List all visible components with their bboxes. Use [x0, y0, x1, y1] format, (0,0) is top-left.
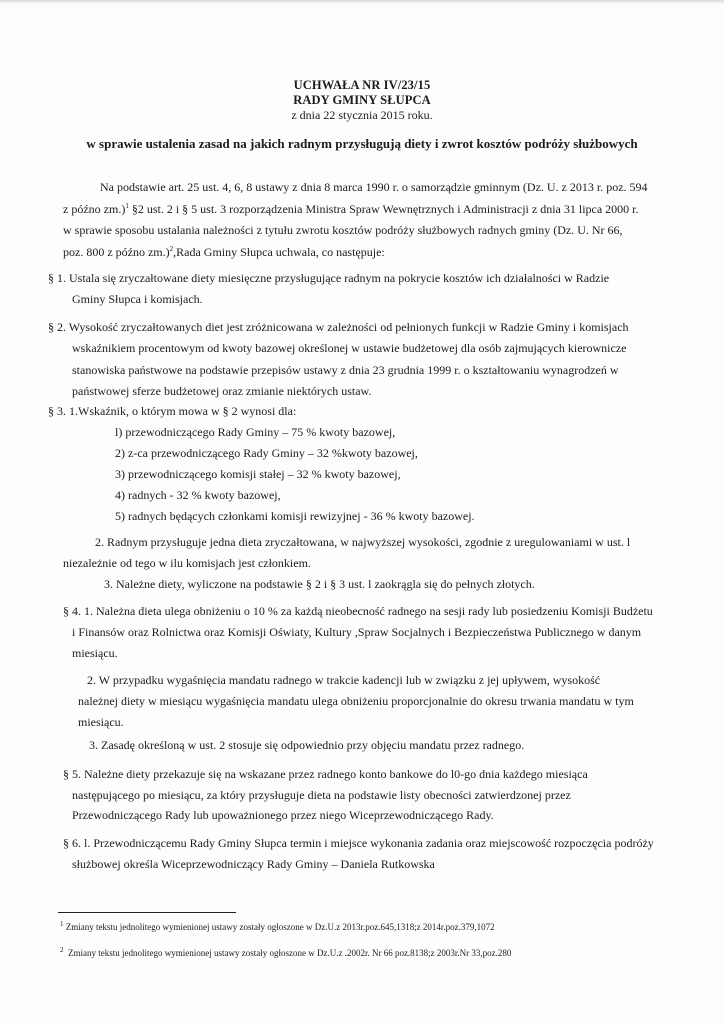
section-3-point-2-line-1: 2. Radnym przysługuje jedna dieta zryczałtowana, w najwyższej wysokości, zgodnie z uregulowaniami w ust. l	[95, 535, 631, 549]
section-3-item-3: 3) przewodniczącego komisji stałej – 32 % kwoty bazowej,	[115, 467, 401, 481]
section-4-point-2-line-1: 2. W przypadku wygaśnięcia mandatu radnego w trakcie kadencji lub w związku z jej upływem, wysokość	[87, 673, 601, 687]
footnote-1-mark: 1	[60, 920, 64, 928]
section-1-line-1: § 1. Ustala się zryczałtowane diety miesięczne przysługujące radnym na pokrycie kosztów ich działalności w Radzie	[48, 271, 610, 285]
section-2-line-1: § 2. Wysokość zryczałtowanych diet jest zróżnicowana w zależności od pełnionych funkcji w Radzie Gminy i komisjach	[48, 320, 629, 334]
preamble-line-4b: ,Rada Gminy Słupca uchwala, co następuje:	[173, 245, 385, 259]
footnote-ref-1: 1	[125, 202, 129, 210]
section-3-item-2: 2) z-ca przewodniczącego Rady Gminy – 32 %kwoty bazowej,	[115, 446, 418, 460]
section-4-point-2-line-3: miesiącu.	[78, 715, 124, 729]
preamble-line-3: w sprawie sposobu ustalania należności z tytułu zwrotu kosztów podróży służbowych radnych gminy (Dz. U. Nr 66,	[63, 223, 623, 237]
section-4-point-2-line-2: należnej diety w miesiącu wygaśnięcia mandatu ulega obniżeniu proporcjonalnie do okresu trwania mandatu w tym	[78, 694, 634, 708]
section-1-line-2: Gminy Słupca i komisjach.	[72, 292, 203, 306]
scan-edge	[0, 0, 724, 4]
section-2-line-3: stanowiska państwowe na podstawie przepisów ustawy z dnia 23 grudnia 1999 r. o kształtowaniu wynagrodzeń w	[72, 363, 619, 377]
resolution-date: z dnia 22 stycznia 2015 roku.	[291, 108, 433, 122]
section-4-line-1: § 4. 1. Należna dieta ulega obniżeniu o 10 % za każdą nieobecność radnego na sesji rady lub posiedzeniu Komisji Budżetu	[63, 604, 653, 618]
section-4-line-3: miesiącu.	[72, 646, 118, 660]
footnote-1	[60, 922, 495, 932]
section-3-item-1: l) przewodniczącego Rady Gminy – 75 % kwoty bazowej,	[115, 425, 396, 439]
footnote-divider	[58, 912, 236, 913]
footnote-1-text: Zmiany tekstu jednolitego wymienionej ustawy zostały ogłoszone w Dz.U.z 2013r.poz.645,1318;z 2014r.poz.379,1072	[65, 922, 495, 932]
section-3-point-3: 3. Należne diety, wyliczone na podstawie § 2 i § 3 ust. l zaokrągla się do pełnych złotych.	[104, 577, 535, 591]
section-4-line-2: i Finansów oraz Rolnictwa oraz Komisji Oświaty, Kultury ,Spraw Socjalnych i Bezpieczeństwa Publicznego w danym	[72, 625, 642, 639]
preamble-line-4a: poz. 800 z późno zm.)	[63, 245, 170, 259]
preamble-line-2a: z późno zm.)	[63, 202, 126, 216]
footnote-2	[60, 948, 511, 958]
preamble-line-4	[63, 242, 385, 262]
resolution-number: UCHWAŁA NR IV/23/15	[293, 78, 431, 92]
footnote-2-text: Zmiany tekstu jednolitego wymienionej ustawy zostały ogłoszone w Dz.U.z .2002r. Nr 66 poz.8138;z 2003r.Nr 33,poz.280	[68, 948, 512, 958]
preamble-line-2	[63, 199, 639, 219]
section-5-line-2: następującego po miesiącu, za który przysługuje dieta na podstawie listy obecności zatwierdzonej przez	[72, 788, 571, 802]
section-6-line-1: § 6. l. Przewodniczącemu Rady Gminy Słupca termin i miejsce wykonania zadania oraz miejscowość rozpoczęcia podróży	[63, 836, 654, 850]
footnote-ref-2: 2	[169, 245, 174, 253]
section-2-line-2: wskaźnikiem procentowym od kwoty bazowej określonej w ustawie budżetowej dla osób zajmujących kierownicze	[72, 341, 627, 355]
section-4-point-3: 3. Zasadę określoną w ust. 2 stosuje się odpowiednio przy objęciu mandatu przez radnego.	[89, 738, 525, 752]
resolution-title: w sprawie ustalenia zasad na jakich radnym przysługują diety i zwrot kosztów podróży służbowych	[86, 136, 638, 151]
section-5-line-3: Przewodniczącego Rady lub upoważnionego przez niego Wiceprzewodniczącego Rady.	[72, 808, 494, 822]
resolution-header	[0, 78, 724, 123]
section-5-line-1: § 5. Należne diety przekazuje się na wskazane przez radnego konto bankowe do l0-go dnia każdego miesiąca	[63, 767, 588, 781]
section-3-intro: § 3. 1.Wskaźnik, o którym mowa w § 2 wynosi dla:	[48, 404, 297, 418]
section-3-item-4: 4) radnych - 32 % kwoty bazowej,	[115, 488, 281, 502]
council-name: RADY GMINY SŁUPCA	[293, 93, 431, 107]
section-3-item-5: 5) radnych będących członkami komisji rewizyjnej - 36 % kwoty bazowej.	[115, 509, 475, 523]
section-6-line-2: służbowej określa Wiceprzewodniczący Rady Gminy – Daniela Rutkowska	[72, 857, 435, 871]
preamble-line-1: Na podstawie art. 25 ust. 4, 6, 8 ustawy z dnia 8 marca 1990 r. o samorządzie gminnym (Dz. U. z 2013 r. poz. 594	[100, 180, 648, 194]
section-2-line-4: państwowej sferze budżetowej oraz zmianie niektórych ustaw.	[72, 384, 372, 398]
footnote-2-mark: 2	[60, 946, 64, 954]
preamble-line-2b: §2 ust. 2 i § 5 ust. 3 rozporządzenia Ministra Spraw Wewnętrznych i Administracji z dnia 31 lipca 2000 r.	[128, 202, 639, 216]
section-3-point-2-line-2: niezależnie od tego w ilu komisjach jest członkiem.	[63, 556, 311, 570]
